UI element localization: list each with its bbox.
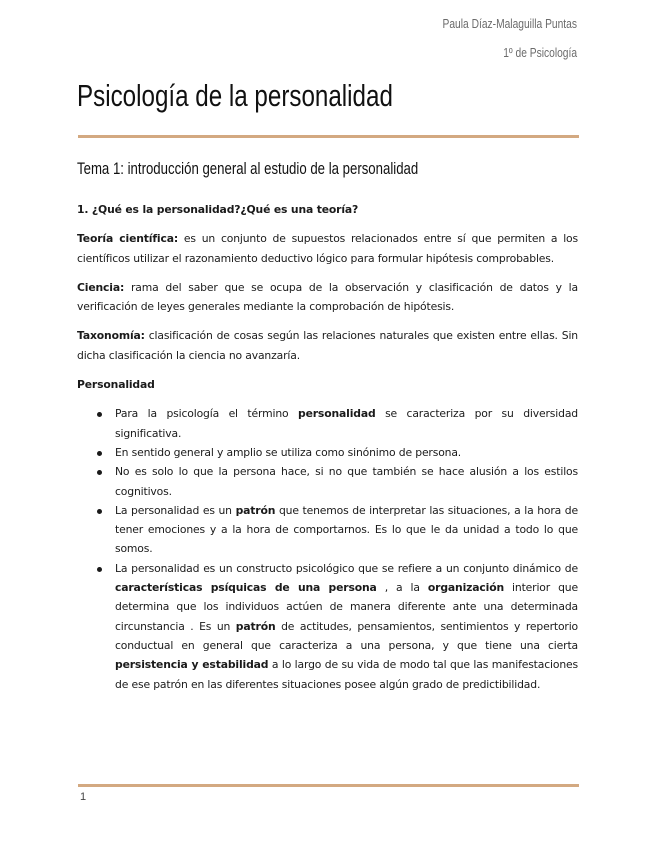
page-number: 1 <box>80 791 87 803</box>
page-title: Psicología de la personalidad <box>77 78 393 113</box>
definition-theory <box>77 229 578 268</box>
author-name: Paula Díaz-Malaguilla Puntas <box>442 17 577 31</box>
course-label: 1º de Psicología <box>503 46 577 60</box>
definition-taxonomy <box>77 326 578 365</box>
definition-science <box>77 278 578 317</box>
personality-heading: Personalidad <box>77 378 155 392</box>
list-item: Para la psicología el término personalidad se caracteriza por su diversidad significativa. <box>77 404 578 443</box>
definition-term: Taxonomía: <box>77 329 145 343</box>
document-body <box>77 200 578 694</box>
definition-term: Teoría científica: <box>77 232 178 246</box>
personality-list <box>77 404 578 693</box>
topic-heading: Tema 1: introducción general al estudio de la personalidad <box>77 160 419 178</box>
list-item: La personalidad es un patrón que tenemos de interpretar las situaciones, a la hora de tener emociones y a la hora de comportarnos. Es lo que le da unidad a todo lo que somos. <box>77 501 578 559</box>
list-item: No es solo lo que la persona hace, si no que también se hace alusión a los estilos cognitivos. <box>77 462 578 501</box>
section-heading: 1. ¿Qué es la personalidad?¿Qué es una teoría? <box>77 203 359 216</box>
footer-divider <box>78 784 579 787</box>
definition-term: Ciencia: <box>77 280 125 294</box>
list-item: La personalidad es un constructo psicológico que se refiere a un conjunto dinámico de características psíquicas de una persona , a la organización interior que determina que los individuos actúen de manera diferente ante una determinada circunstancia . Es un patrón de actitudes, pensamientos, sentimientos y repertorio conductual en general que caracteriza a una persona, y que tiene una cierta persistencia y estabilidad a lo largo de su vida de modo tal que las manifestaciones de ese patrón en las diferentes situaciones posee algún grado de predictibilidad. <box>77 559 578 694</box>
definition-text: clasificación de cosas según las relaciones naturales que existen entre ellas. Sin dicha clasificación la ciencia no avanzaría. <box>77 329 578 362</box>
list-item: En sentido general y amplio se utiliza como sinónimo de persona. <box>77 443 578 462</box>
definition-text: rama del saber que se ocupa de la observación y clasificación de datos y la verificación de leyes generales mediante la comprobación de hipótesis. <box>77 280 578 314</box>
title-divider <box>78 135 579 138</box>
definition-text: es un conjunto de supuestos relacionados entre sí que permiten a los científicos utilizar el razonamiento deductivo lógico para formular hipótesis comprobables. <box>77 232 578 265</box>
